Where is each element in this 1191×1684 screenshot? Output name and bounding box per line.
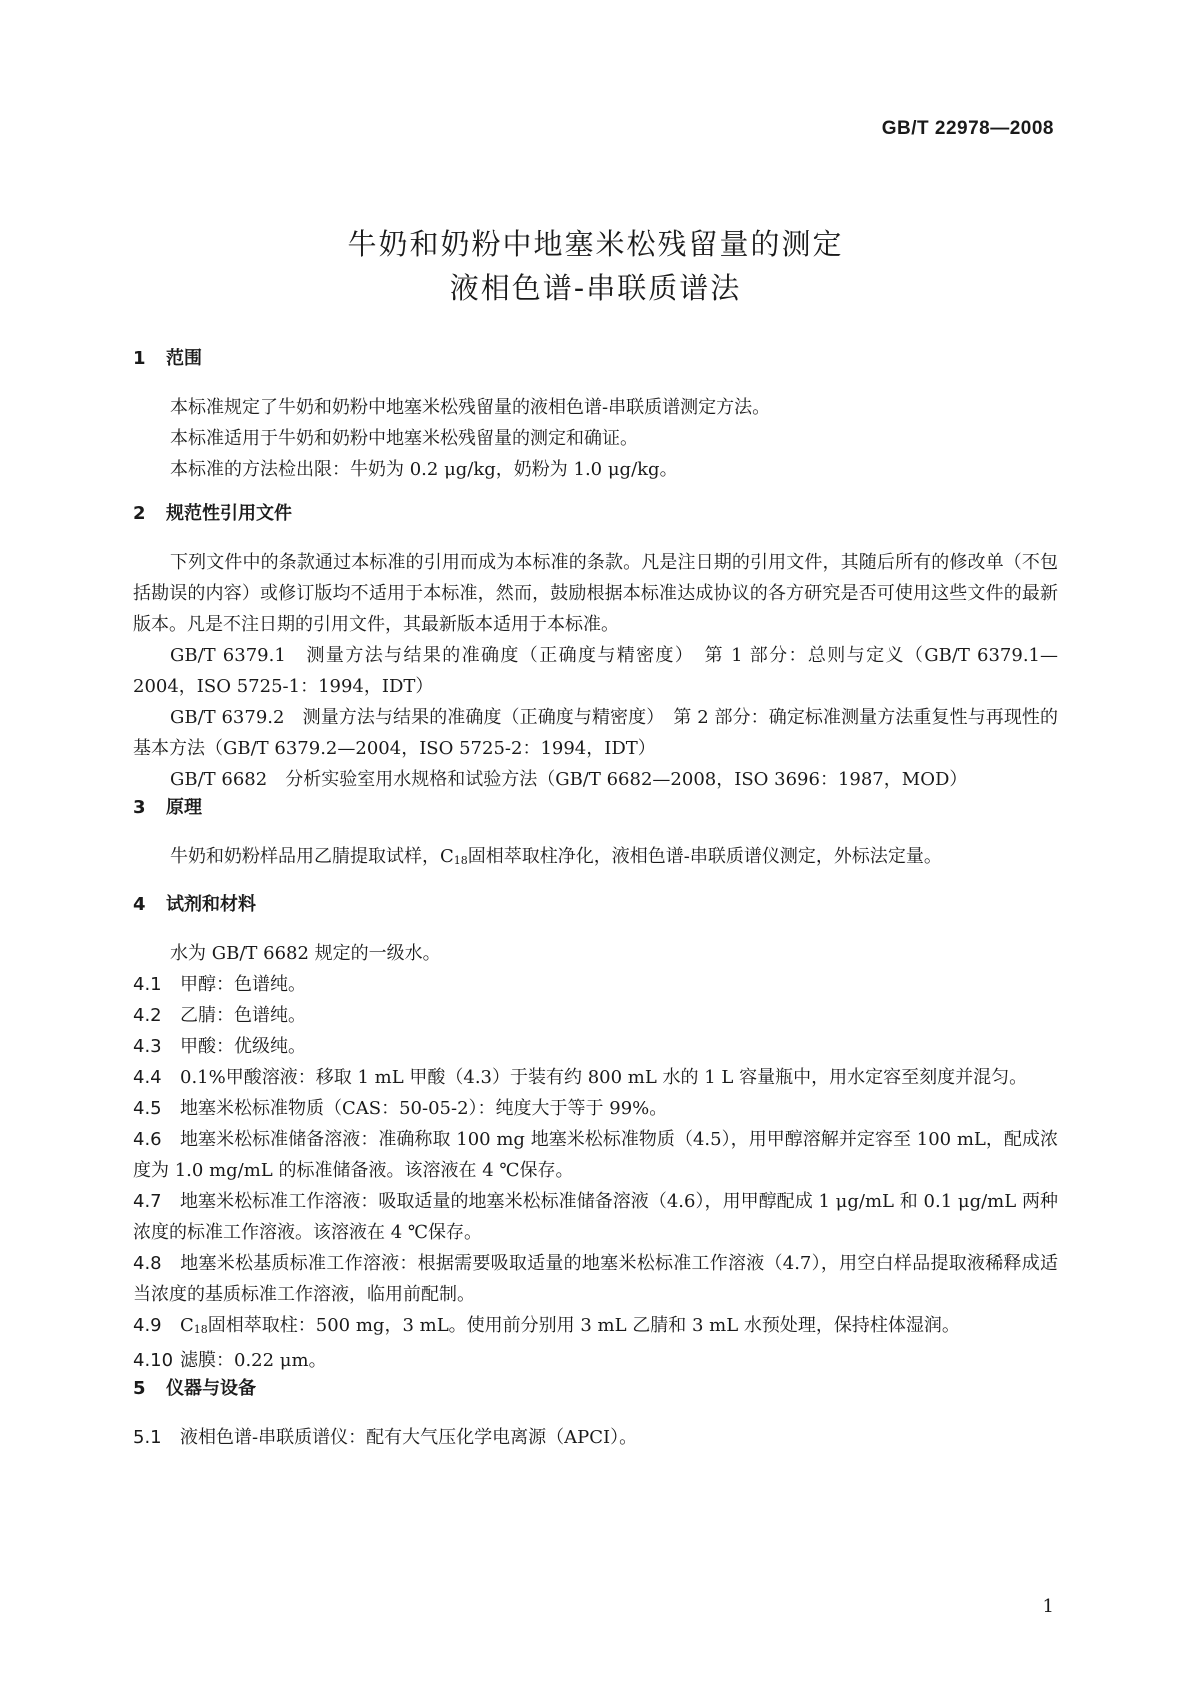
- clause-text: 地塞米松标准工作溶液：吸取适量的地塞米松标准储备溶液（4.6），用甲醇配成 1 μg/mL 和 0.1 μg/mL 两种浓度的标准工作溶液。该溶液在 4 ℃保存。: [133, 1191, 1058, 1243]
- clause-number: 4.5: [133, 1098, 162, 1119]
- section-heading-normative-references: [133, 501, 1058, 527]
- paragraph: 本标准的方法检出限：牛奶为 0.2 μg/kg，奶粉为 1.0 μg/kg。: [170, 459, 678, 480]
- clause-item: [133, 1000, 1058, 1031]
- page-number: 1: [1042, 1596, 1054, 1617]
- section-heading-apparatus: [133, 1376, 1058, 1402]
- section-number: 3: [133, 797, 146, 818]
- section-number: 4: [133, 894, 146, 915]
- subscript: 18: [453, 854, 468, 867]
- clause-number: 4.1: [133, 974, 162, 995]
- clause-number: 4.9: [133, 1315, 162, 1336]
- text-run: 固相萃取柱净化，液相色谱-串联质谱仪测定，外标法定量。: [467, 846, 942, 867]
- section-heading-scope: [133, 346, 1058, 372]
- clause-text: 甲酸：优级纯。: [180, 1036, 306, 1057]
- clause-item: [133, 1031, 1058, 1062]
- clause-number: 4.10: [133, 1350, 174, 1371]
- document-body: [133, 346, 1058, 1453]
- section-heading-principle: [133, 795, 1058, 821]
- section-title: 规范性引用文件: [166, 503, 292, 524]
- section-number: 2: [133, 503, 146, 524]
- clause-text: 滤膜：0.22 μm。: [180, 1350, 327, 1371]
- document-title-line1: 牛奶和奶粉中地塞米松残留量的测定: [347, 227, 844, 261]
- clause-item: [133, 1345, 1058, 1376]
- clause-item: [133, 1062, 1058, 1093]
- section-title: 试剂和材料: [166, 894, 256, 915]
- section-heading-reagents: [133, 892, 1058, 918]
- reference-item: GB/T 6682 分析实验室用水规格和试验方法（GB/T 6682—2008，ISO 3696：1987，MOD）: [170, 769, 968, 790]
- clause-item: [133, 1124, 1058, 1186]
- section-title: 范围: [166, 348, 202, 369]
- clause-text: 地塞米松标准储备溶液：准确称取 100 mg 地塞米松标准物质（4.5），用甲醇溶解并定容至 100 mL，配成浓度为 1.0 mg/mL 的标准储备液。该溶液在 4 ℃保存。: [133, 1129, 1058, 1181]
- paragraph: [133, 841, 1058, 876]
- clause-number: 4.8: [133, 1253, 162, 1274]
- reference-item: GB/T 6379.1 测量方法与结果的准确度（正确度与精密度） 第 1 部分：总则与定义（GB/T 6379.1—2004，ISO 5725-1：1994，IDT）: [133, 645, 1058, 697]
- clause-text: 0.1%甲酸溶液：移取 1 mL 甲酸（4.3）于装有约 800 mL 水的 1 L 容量瓶中，用水定容至刻度并混匀。: [180, 1067, 1028, 1088]
- paragraph: 下列文件中的条款通过本标准的引用而成为本标准的条款。凡是注日期的引用文件，其随后所有的修改单（不包括勘误的内容）或修订版均不适用于本标准，然而，鼓励根据本标准达成协议的各方研究是否可使用这些文件的最新版本。凡是不注日期的引用文件，其最新版本适用于本标准。: [133, 552, 1058, 635]
- clause-number: 5.1: [133, 1427, 162, 1448]
- clause-number: 4.6: [133, 1129, 162, 1150]
- clause-number: 4.4: [133, 1067, 162, 1088]
- clause-item: [133, 969, 1058, 1000]
- clause-text: 乙腈：色谱纯。: [180, 1005, 306, 1026]
- clause-item: [133, 1093, 1058, 1124]
- document-title-line2: 液相色谱-串联质谱法: [449, 271, 742, 305]
- clause-text: 甲醇：色谱纯。: [180, 974, 306, 995]
- clause-text: 液相色谱-串联质谱仪：配有大气压化学电离源（APCI）。: [180, 1427, 638, 1448]
- clause-item: [133, 1310, 1058, 1345]
- section-number: 1: [133, 348, 146, 369]
- clause-item: [133, 1422, 1058, 1453]
- section-title: 原理: [166, 797, 202, 818]
- text-run: 牛奶和奶粉样品用乙腈提取试样，C: [170, 846, 454, 867]
- section-title: 仪器与设备: [166, 1378, 256, 1399]
- subscript: 18: [193, 1323, 208, 1336]
- reference-item: GB/T 6379.2 测量方法与结果的准确度（正确度与精密度） 第 2 部分：确定标准测量方法重复性与再现性的基本方法（GB/T 6379.2—2004，ISO 5725-2：1994，IDT）: [133, 707, 1058, 759]
- text-run: 固相萃取柱：500 mg，3 mL。使用前分别用 3 mL 乙腈和 3 mL 水预处理，保持柱体湿润。: [207, 1315, 960, 1336]
- text-run: C: [180, 1315, 194, 1336]
- clause-text: 地塞米松标准物质（CAS：50-05-2）：纯度大于等于 99%。: [180, 1098, 668, 1119]
- paragraph: 水为 GB/T 6682 规定的一级水。: [170, 943, 441, 964]
- clause-number: 4.2: [133, 1005, 162, 1026]
- clause-item: [133, 1186, 1058, 1248]
- standard-number: GB/T 22978—2008: [881, 118, 1054, 139]
- clause-number: 4.3: [133, 1036, 162, 1057]
- paragraph: 本标准规定了牛奶和奶粉中地塞米松残留量的液相色谱-串联质谱测定方法。: [170, 397, 771, 418]
- paragraph: 本标准适用于牛奶和奶粉中地塞米松残留量的测定和确证。: [170, 428, 638, 449]
- clause-item: [133, 1248, 1058, 1310]
- section-number: 5: [133, 1378, 146, 1399]
- clause-text: 地塞米松基质标准工作溶液：根据需要吸取适量的地塞米松标准工作溶液（4.7），用空白样品提取液稀释成适当浓度的基质标准工作溶液，临用前配制。: [133, 1253, 1058, 1305]
- clause-number: 4.7: [133, 1191, 162, 1212]
